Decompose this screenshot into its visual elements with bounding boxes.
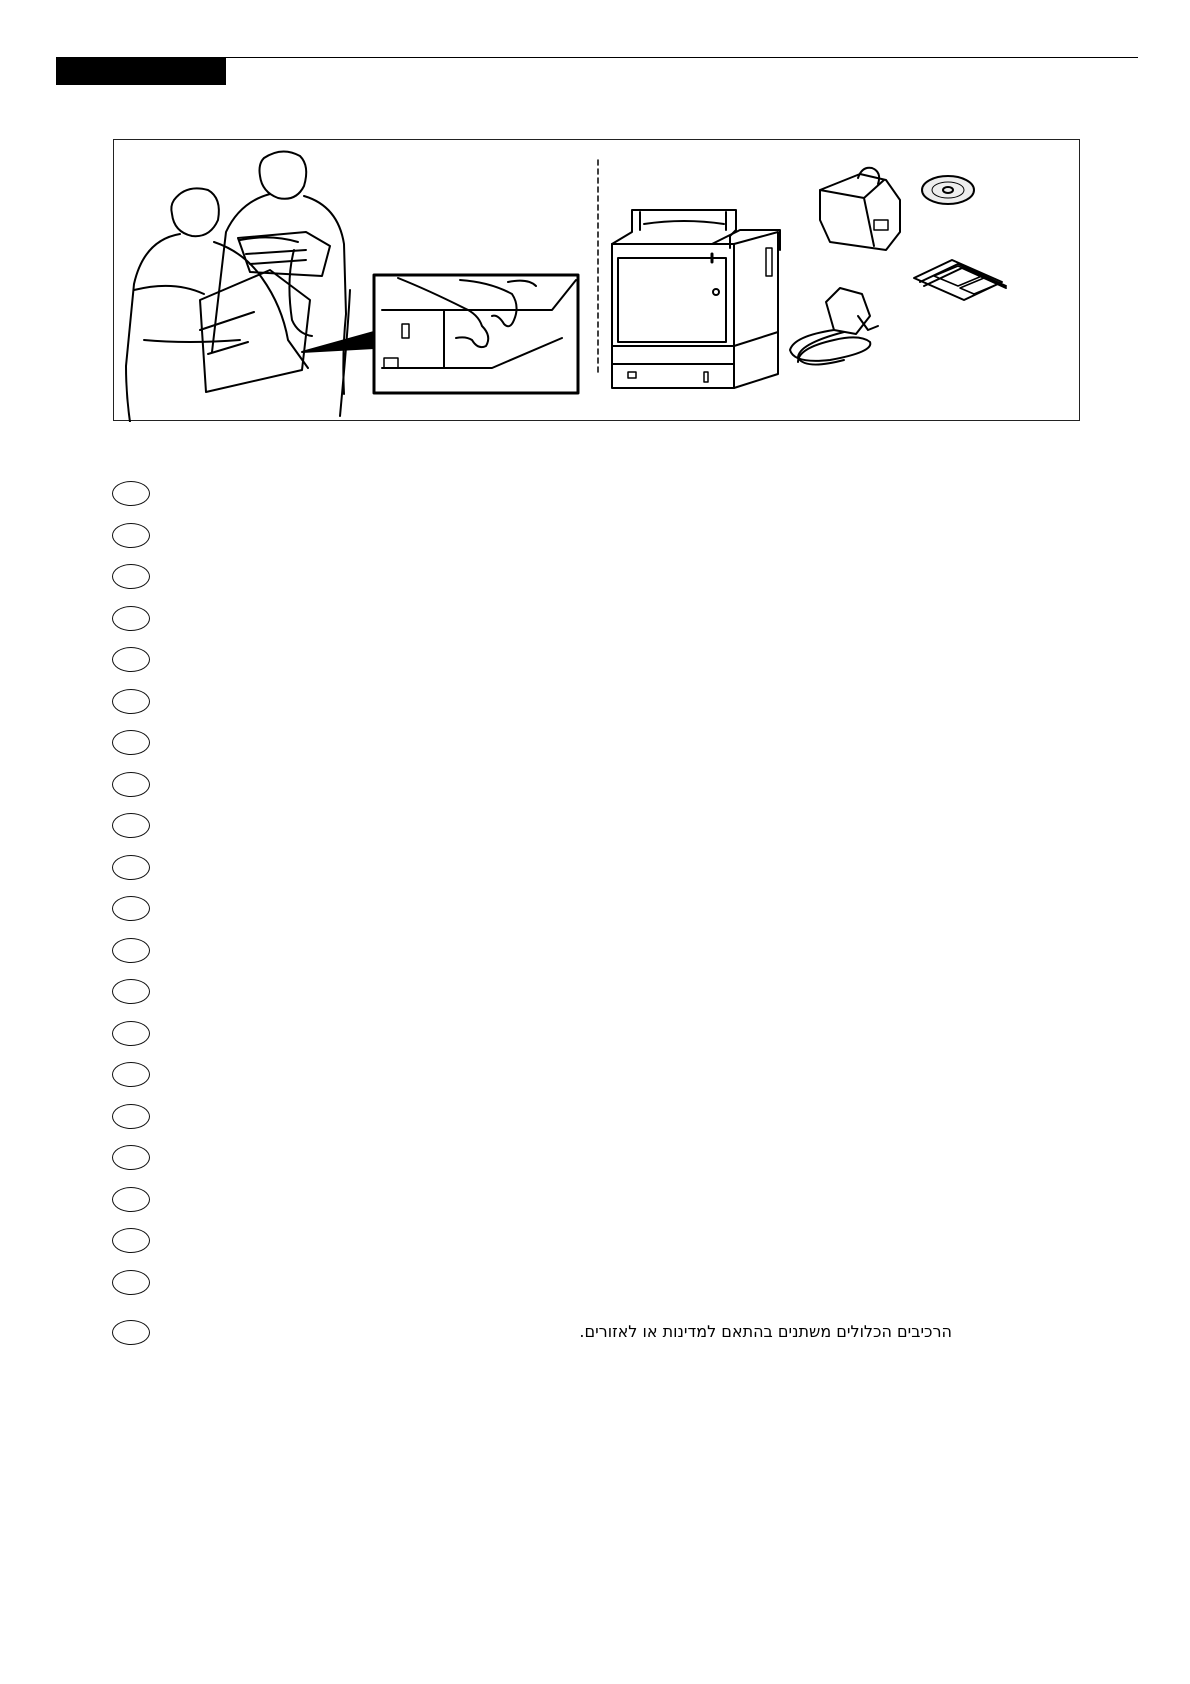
lifting-person-back (212, 151, 350, 416)
printer-illustration (612, 210, 780, 388)
language-code-badge (112, 772, 150, 797)
package-contents-figure (113, 139, 1080, 421)
language-item (112, 606, 152, 633)
language-code-badge (112, 1062, 150, 1087)
language-code-badge (112, 855, 150, 880)
language-item (112, 1228, 152, 1255)
hebrew-note-text: הרכיבים הכלולים משתנים בהתאם למדינות או לאזורים. (579, 1322, 952, 1341)
language-code-badge (112, 564, 150, 589)
language-item (112, 564, 152, 591)
language-code-badge (112, 606, 150, 631)
section-tab (56, 57, 226, 85)
language-item-hebrew (112, 1320, 152, 1347)
language-item (112, 1145, 152, 1172)
language-item (112, 1062, 152, 1089)
language-item (112, 772, 152, 799)
language-code-badge (112, 1145, 150, 1170)
language-item (112, 855, 152, 882)
language-code-badge (112, 1270, 150, 1295)
language-item (112, 896, 152, 923)
language-code-badge (112, 813, 150, 838)
documents-illustration (914, 260, 1006, 300)
power-cord-illustration (790, 288, 878, 365)
language-code-badge (112, 896, 150, 921)
language-code-badge (112, 1228, 150, 1253)
language-item (112, 1270, 152, 1297)
language-code-badge (112, 938, 150, 963)
language-item (112, 1104, 152, 1131)
language-code-badge (112, 481, 150, 506)
language-item (112, 481, 152, 508)
language-item (112, 730, 152, 757)
language-item (112, 813, 152, 840)
language-item (112, 647, 152, 674)
cd-rom-illustration (922, 176, 974, 204)
language-code-badge (112, 647, 150, 672)
language-code-badge (112, 1187, 150, 1212)
language-item (112, 938, 152, 965)
waste-toner-box-illustration (820, 168, 900, 250)
language-code-badge (112, 1104, 150, 1129)
language-item (112, 689, 152, 716)
language-code-badge (112, 1320, 150, 1345)
language-item (112, 523, 152, 550)
language-item (112, 1021, 152, 1048)
language-code-badge (112, 523, 150, 548)
lifted-printer (200, 232, 330, 392)
language-code-badge (112, 979, 150, 1004)
figure-illustration (114, 140, 1081, 422)
language-item (112, 979, 152, 1006)
header-rule (226, 57, 1138, 58)
language-code-badge (112, 730, 150, 755)
language-code-badge (112, 689, 150, 714)
language-item (112, 1187, 152, 1214)
language-code-badge (112, 1021, 150, 1046)
hand-grip-detail (374, 275, 578, 393)
callout-pointer (302, 332, 374, 352)
